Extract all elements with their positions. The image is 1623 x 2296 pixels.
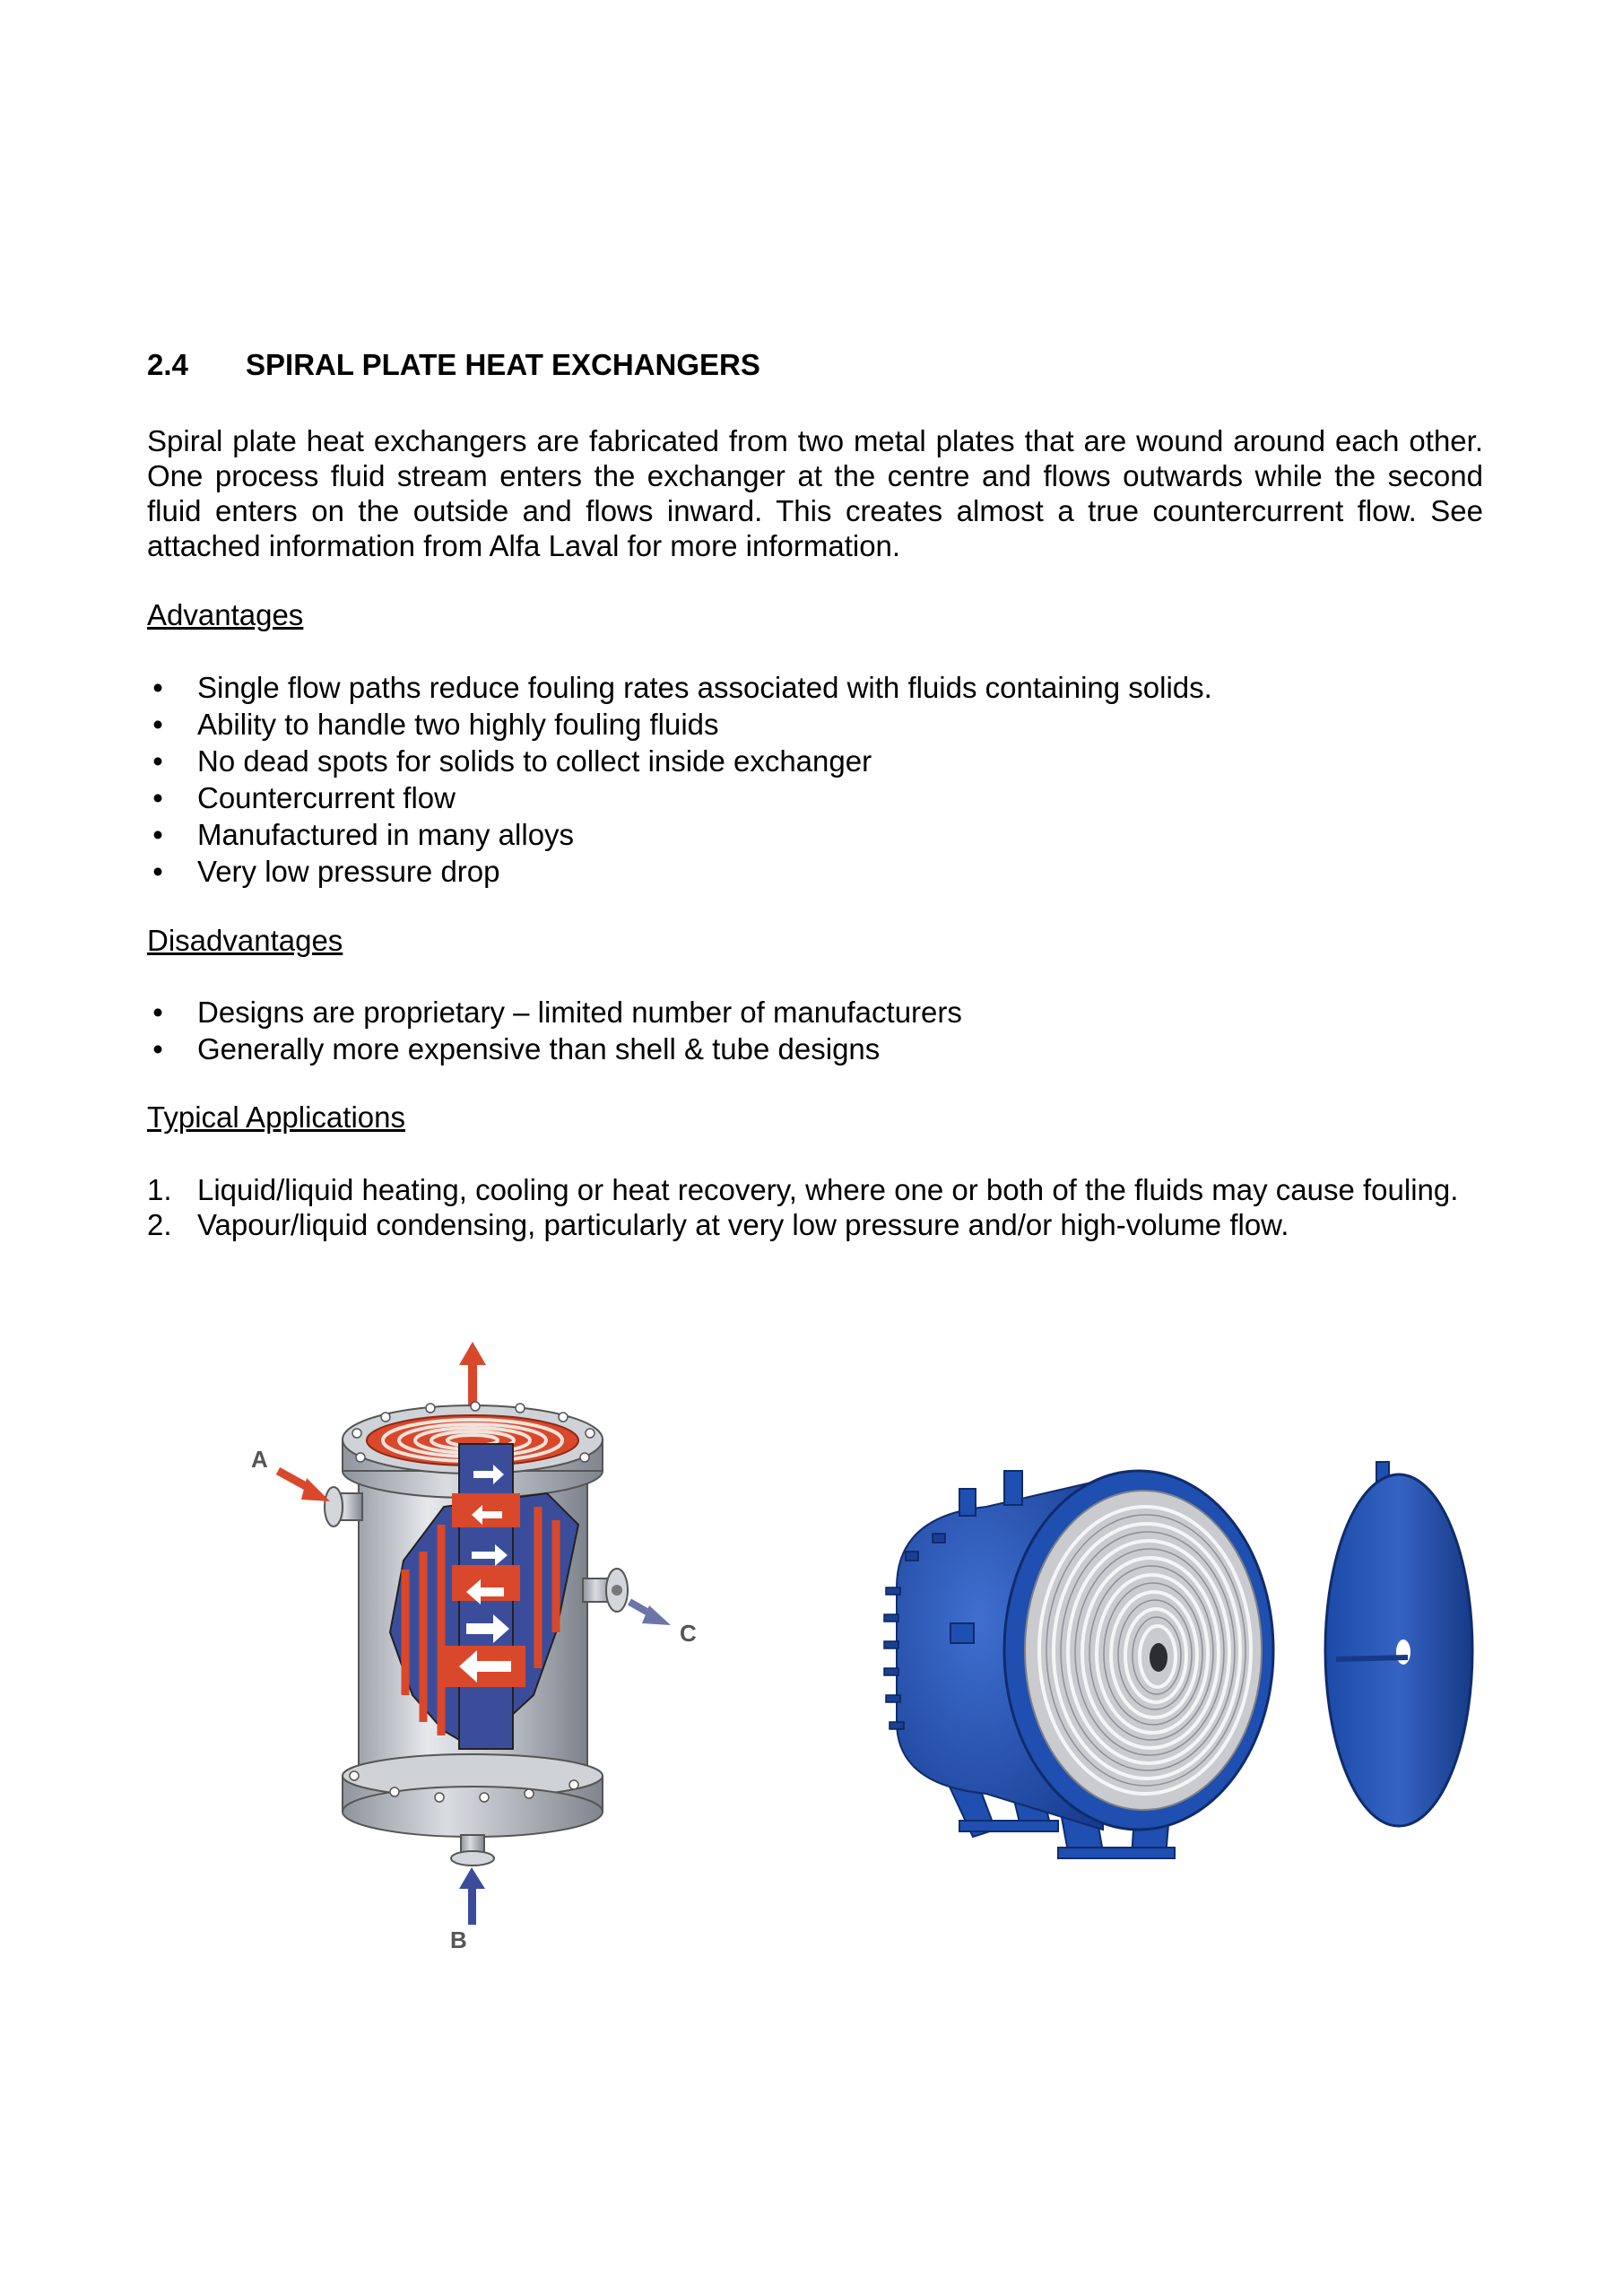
disadvantages-list	[147, 994, 1582, 1067]
inlet-arrow-a	[278, 1471, 330, 1501]
bullet-icon: •	[152, 744, 163, 778]
list-item: • Single flow paths reduce fouling rates associated with fluids containing solids.	[147, 669, 1582, 706]
intro-text: Spiral plate heat exchangers are fabricated from two metal plates that are wound around each other. One process fluid stream enters the exchanger at the centre and flows outwards while the second fluid enters on the outside and flows inward. This creates almost a true countercurrent flow. See attached information from Alfa Laval for more information.	[147, 424, 1483, 562]
label-b: B	[450, 1926, 467, 1953]
bullet-icon: •	[152, 855, 163, 888]
intro-paragraph	[147, 423, 1483, 563]
list-item: • Manufactured in many alloys	[147, 816, 1582, 853]
outlet-nozzle-c	[583, 1569, 628, 1612]
section-heading	[147, 348, 760, 382]
bullet-icon: •	[152, 996, 163, 1029]
list-item: • Countercurrent flow	[147, 779, 1582, 816]
list-item: 2. Vapour/liquid condensing, particularly at very low pressure and/or high-volume flow.	[147, 1208, 1289, 1241]
open-exchanger-illustration	[870, 1453, 1480, 1866]
cover-lid	[1325, 1462, 1472, 1826]
bullet-icon: •	[152, 671, 163, 704]
inlet-nozzle-a	[325, 1487, 362, 1526]
section-number: 2.4	[147, 348, 188, 381]
outlet-arrow-c	[629, 1602, 671, 1625]
label-c: C	[680, 1620, 697, 1647]
bottom-flange	[343, 1754, 603, 1837]
bullet-icon: •	[152, 781, 163, 814]
bullet-icon: •	[152, 708, 163, 741]
list-item: • Ability to handle two highly fouling fluids	[147, 706, 1582, 743]
outlet-arrow-top	[459, 1342, 486, 1406]
list-item: 1. Liquid/liquid heating, cooling or heat recovery, where one or both of the fluids may cause fouling.	[147, 1173, 1459, 1206]
list-item: • No dead spots for solids to collect inside exchanger	[147, 743, 1582, 779]
spiral-exchanger-photo	[870, 1453, 1480, 1866]
list-item: • Very low pressure drop	[147, 853, 1582, 890]
disadvantages-title: Disadvantages	[147, 924, 343, 957]
applications-list	[147, 1172, 1582, 1242]
bullet-icon: •	[152, 1032, 163, 1065]
list-item: • Generally more expensive than shell & tube designs	[147, 1031, 1582, 1067]
list-item: • Designs are proprietary – limited number of manufacturers	[147, 994, 1582, 1031]
spiral-face	[1004, 1471, 1273, 1830]
advantages-list	[147, 669, 1582, 890]
bullet-icon: •	[152, 818, 163, 851]
label-a: A	[251, 1446, 268, 1473]
inlet-nozzle-b	[451, 1835, 494, 1866]
spiral-exchanger-cutaway-diagram	[251, 1336, 717, 1955]
cutaway-illustration	[251, 1336, 717, 1955]
section-title: SPIRAL PLATE HEAT EXCHANGERS	[246, 348, 760, 381]
inlet-arrow-b	[459, 1867, 485, 1925]
advantages-title: Advantages	[147, 598, 304, 631]
applications-title: Typical Applications	[147, 1100, 405, 1134]
